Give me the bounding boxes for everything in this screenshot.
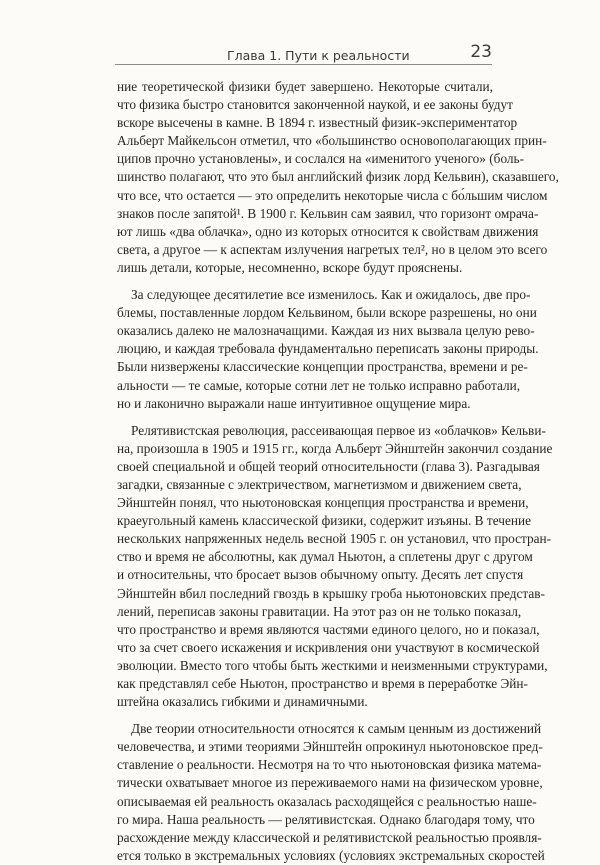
chapter-title: Глава 1. Пути к реальности	[227, 48, 410, 63]
paragraph-2	[117, 286, 539, 413]
text-line: расхождение между классической и релятивистской реальностью проявля-	[117, 829, 542, 845]
text-line: Были низвержены классические концепции пространства, времени и ре-	[117, 359, 528, 375]
text-line: люцию, и каждая требовала фундаментально переписать законы природы.	[117, 341, 539, 357]
text-line: го мира. Наша реальность — релятивистская. Однако благодаря тому, что	[117, 811, 535, 827]
text-line: человечества, и этими теориями Эйнштейн опрокинул ньютоновское пред-	[117, 739, 543, 755]
paragraph-3	[117, 422, 553, 712]
text-line: лений, переписав законы гравитации. На этот раз он не только показал,	[117, 603, 522, 619]
text-line: описываемая ей реальность оказалась расходящейся с реальностью наше-	[117, 793, 537, 809]
text-line: загадки, связанные с электричеством, магнетизмом и движением света,	[117, 476, 522, 492]
text-line: света, а другое — к аспектам излучения нагретых тел², но в целом это всего	[117, 241, 548, 257]
text-line: шинство полагают, что это был английский физик лорд Кельвин), сказавшего,	[117, 169, 559, 185]
text-line: ство и время не абсолютны, как думал Ньютон, а сплетены друг с другом	[117, 549, 533, 565]
text-line: что за счет своего искажения и искривления они участвуют в космической	[117, 639, 540, 655]
text-line: что все, что остается — это определить некоторые числа с бо́льшим числом	[117, 187, 548, 203]
text-line: Две теории относительности относятся к самым ценным из достижений	[131, 721, 542, 737]
text-line: ние теоретической физики будет завершено. Некоторые считали,	[117, 79, 493, 94]
text-line: эволюции. Вместо того чтобы быть жесткими и неизменными структурами,	[117, 657, 548, 673]
text-line: штейна оказались гибкими и динамичными.	[117, 694, 368, 710]
text-line: ется только в экстремальных условиях (условиях экстремальных скоростей	[117, 847, 545, 863]
text-line: альности — те самые, которые сотни лет не только исправно работали,	[117, 377, 521, 393]
paragraph-1	[117, 78, 559, 277]
text-line: но и лаконично выражали наше интуитивное ощущение мира.	[117, 395, 471, 411]
text-line: оказались далеко не малозначащими. Каждая из них вызвала целую рево-	[117, 323, 535, 339]
text-line: тически охватывает многое из переживаемого нами на физическом уровне,	[117, 775, 543, 791]
paragraph-4	[117, 720, 545, 865]
text-line: Эйнштейн понял, что ньютоновская концепция пространства и времени,	[117, 495, 529, 511]
text-line: Релятивистская революция, рассеивающая первое из «облачков» Кельви-	[131, 422, 546, 438]
text-line: и относительны, что бросает вызов обычному опыту. Десять лет спустя	[117, 567, 524, 583]
text-line: ставление о реальности. Несмотря на то что ньютоновская физика матема-	[117, 757, 542, 773]
text-line: блемы, поставленные лордом Кельвином, были вскоре разрешены, но они	[117, 305, 537, 321]
text-line: знаков после запятой¹. В 1900 г. Кельвин сам заявил, что горизонт омрача-	[117, 205, 539, 221]
text-line: ют лишь «два облачка», одно из которых относится к свойствам движения	[117, 223, 539, 239]
header-rule	[115, 64, 492, 65]
text-line: своей специальной и общей теорий относительности (глава 3). Разгадывая	[117, 458, 540, 474]
text-line: Альберт Майкельсон отметил, что «большинство основополагающих прин-	[117, 133, 547, 149]
page-number: 23	[470, 42, 492, 62]
text-line: лишь детали, которые, несомненно, вскоре будут прояснены.	[117, 259, 463, 275]
text-line: как представлял себе Ньютон, пространство и время в переработке Эйн-	[117, 676, 528, 691]
text-line: что пространство и время являются частями единого целого, но и показал,	[117, 621, 540, 637]
text-line: что физика быстро становится законченной наукой, и ее законы будут	[117, 97, 513, 113]
text-line: вскоре высечены в камне. В 1894 г. известный физик-экспериментатор	[117, 115, 518, 131]
text-line: на, произошла в 1905 и 1915 гг., когда Альберт Эйнштейн закончил создание	[117, 440, 553, 456]
text-line: краеугольный камень классической физики, содержит изъяны. В течение	[117, 513, 531, 529]
running-header	[115, 40, 492, 66]
text-line: За следующее десятилетие все изменилось. Как и ожидалось, две про-	[131, 287, 531, 303]
text-line: нескольких напряженных недель весной 1905 г. он установил, что простран-	[117, 531, 552, 547]
body-text	[117, 78, 559, 865]
text-line: Эйнштейн вбил последний гвоздь в крышку гроба ньютоновских представ-	[117, 585, 545, 601]
text-line: ципов прочно установлены», и сослался на «именитого ученого» (боль-	[117, 151, 525, 167]
